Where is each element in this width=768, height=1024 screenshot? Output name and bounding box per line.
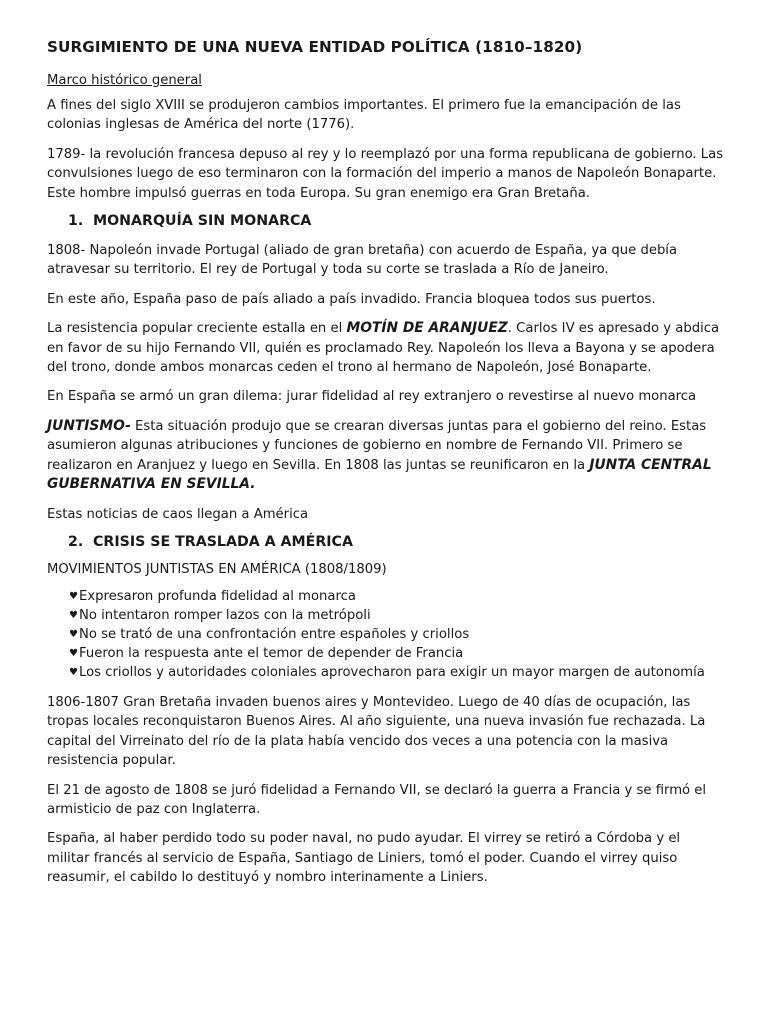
emphasis-motin: MOTÍN DE ARANJUEZ [346,320,508,337]
paragraph-text: La resistencia popular creciente estalla en el [47,321,347,337]
paragraph: A fines del siglo XVIII se produjeron cambios importantes. El primero fue la emancipación de las colonias inglesas de América del norte (1776). [47,98,681,133]
heading-crisis [47,534,724,550]
list-item: ♥ Expresaron profunda fidelidad al monarca [69,588,356,604]
heart-bullet-icon: ♥ [69,628,78,640]
paragraph [47,319,724,377]
heading-text: MONARQUÍA SIN MONARCA [93,213,312,230]
bullet-list [47,587,724,682]
list-item: ♥ Los criollos y autoridades coloniales aprovecharon para exigir un mayor margen de autonomía [69,664,705,680]
heart-bullet-icon: ♥ [69,647,78,659]
list-item: ♥ No se trató de una confrontación entre españoles y criollos [69,626,470,642]
paragraph-text: . Carlos IV es apresado y abdica en favor de su hijo Fernando VII, quién es proclamado Rey. Napoleón los lleva a Bayona y se apodera del trono, donde ambos monarcas ceden el trono al hermano de Napoleón, José Bonaparte. [47,321,720,376]
emphasis-junta-central: JUNTA CENTRAL GUBERNATIVA EN SEVILLA. [47,456,712,493]
paragraph: 1808- Napoleón invade Portugal (aliado de gran bretaña) con acuerdo de España, ya que debía atravesar su territorio. El rey de Portugal y toda su corte se traslada a Río de Janeiro. [47,243,678,278]
heading-number: 1. [68,213,84,230]
paragraph: 1806-1807 Gran Bretaña invaden buenos aires y Montevideo. Luego de 40 días de ocupación, las tropas locales reconquistaron Buenos Aires. Al año siguiente, una nueva invasión fue rechazada. La capital del Virreinato del río de la plata había vencido dos veces a una potencia con la masiva resistencia popular. [47,694,706,769]
paragraph-text: Esta situación produjo que se crearan diversas juntas para el gobierno del reino. Estas asumieron algunas atribuciones y funciones de gobierno en nombre de Fernando VII. Primero se realizaron en Aranjuez y luego en Sevilla. En 1808 las juntas se reunificaron en la [47,418,707,473]
paragraph [47,417,724,495]
heading-number: 2. [68,533,84,550]
paragraph: España, al haber perdido todo su poder naval, no pudo ayudar. El virrey se retiró a Córdoba y el militar francés al servicio de España, Santiago de Liniers, tomó el poder. Cuando el virrey quiso reasumir, el cabildo lo destituyó y nombro interinamente a Liniers. [47,831,681,886]
list-item: ♥ Fueron la respuesta ante el temor de depender de Francia [69,645,464,661]
heading-text: CRISIS SE TRASLADA A AMÉRICA [93,533,353,550]
emphasis-juntismo: JUNTISMO- [47,417,131,434]
heart-bullet-icon: ♥ [69,609,78,621]
paragraph: El 21 de agosto de 1808 se juró fidelidad a Fernando VII, se declaró la guerra a Francia y se firmó el armisticio de paz con Inglaterra. [47,782,707,817]
paragraph: En España se armó un gran dilema: jurar fidelidad al rey extranjero o revestirse al nuevo monarca [47,389,697,405]
heart-bullet-icon: ♥ [69,666,78,678]
paragraph: 1789- la revolución francesa depuso al rey y lo reemplazó por una forma republicana de gobierno. Las convulsiones luego de eso terminaron con la formación del imperio a manos de Napoleón Bonaparte. Este hombre impulsó guerras en toda Europa. Su gran enemigo era Gran Bretaña. [47,146,724,201]
paragraph: En este año, España paso de país aliado a país invadido. Francia bloquea todos sus puertos. [47,291,656,307]
paragraph: Estas noticias de caos llegan a América [47,506,309,522]
section-subtitle: Marco histórico general [47,73,202,88]
movimientos-title: MOVIMIENTOS JUNTISTAS EN AMÉRICA (1808/1809) [47,561,387,577]
list-item: ♥ No intentaron romper lazos con la metrópoli [69,607,371,623]
heart-bullet-icon: ♥ [69,590,78,602]
document-title: SURGIMIENTO DE UNA NUEVA ENTIDAD POLÍTICA (1810–1820) [47,38,583,56]
heading-monarquia [47,213,724,229]
